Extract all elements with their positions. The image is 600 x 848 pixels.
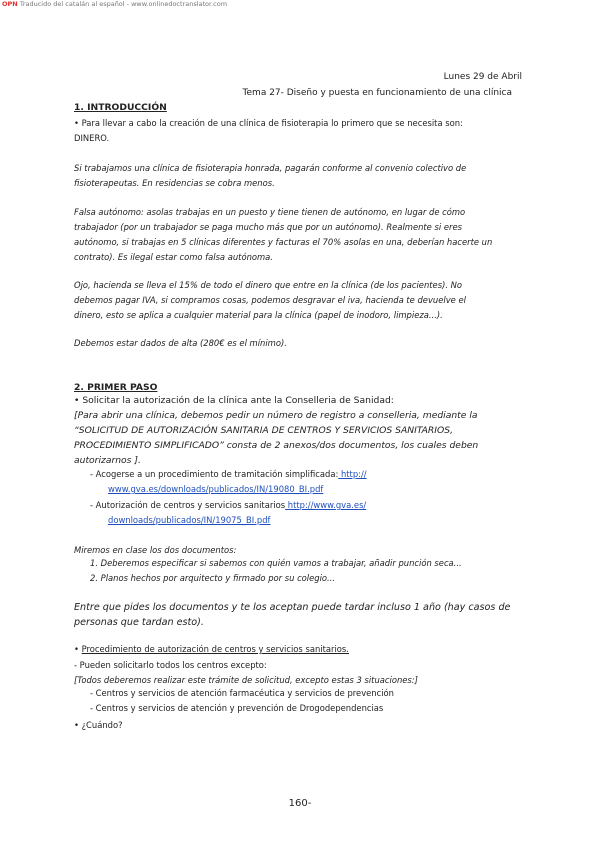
health-authorization-link[interactable]: http://www.gva.es/ — [285, 500, 367, 510]
authorization-bullet: • Solicitar la autorización de la clínica ante la Conselleria de Sanidad: — [74, 395, 394, 406]
section2-heading: 2. PRIMER PASO — [74, 382, 158, 393]
health-authorization-link-cont[interactable]: downloads/publicados/IN/19075_BI.pdf — [108, 515, 271, 525]
procedure-bullet: • — [74, 644, 79, 654]
document-item-2: 2. Planos hechos por arquitecto y firmado por su colegio... — [90, 573, 336, 583]
topic-line: Tema 27- Diseño y puesta en funcionamiento de una clínica — [242, 88, 512, 98]
health-authorization-item — [90, 500, 366, 510]
procedure-title: Procedimiento de autorización de centros y servicios sanitarios. — [81, 644, 349, 654]
false-autonomous-line-4: contrato). Es ilegal estar como falsa autónoma. — [74, 252, 273, 262]
exception-item-1: - Centros y servicios de atención farmacéutica y servicios de prevención — [90, 688, 394, 698]
exception-intro: - Pueden solicitarlo todos los centros excepto: — [74, 660, 267, 670]
page-number: 160- — [288, 798, 312, 809]
exception-item-2: - Centros y servicios de atención y prevención de Drogodependencias — [90, 703, 384, 713]
false-autonomous-line-1: Falsa autónomo: asolas trabajas en un puesto y tiene tienen de autónomo, en lugar de cómo — [74, 207, 466, 217]
waiting-time-line-1: Entre que pides los documentos y te los aceptan puede tardar incluso 1 año (hay casos de — [74, 602, 511, 613]
registry-line-1: [Para abrir una clínica, debemos pedir un número de registro a conselleria, mediante la — [74, 410, 478, 421]
tax-line-1: Ojo, hacienda se lleva el 15% de todo el dinero que entre en la clínica (de los pacientes). No — [74, 280, 463, 290]
simplified-procedure-link[interactable]: http:// — [338, 469, 367, 479]
registration-note: Debemos estar dados de alta (280€ es el mínimo). — [74, 338, 287, 348]
salary-line-1: Si trabajamos una clínica de fisioterapia honrada, pagarán conforme al convenio colectivo de — [74, 163, 467, 173]
simplified-procedure-link-cont[interactable]: www.gva.es/downloads/publicados/IN/19080_BI.pdf — [108, 484, 324, 494]
date-line: Lunes 29 de Abril — [443, 72, 522, 82]
tax-line-2: debemos pagar IVA, si compramos cosas, podemos desgravar el iva, hacienda te devuelve el — [74, 295, 466, 305]
simplified-procedure-item — [90, 469, 367, 479]
intro-line-1: • Para llevar a cabo la creación de una clínica de fisioterapia lo primero que se necesita son: — [74, 118, 463, 128]
registry-line-4: autorizarnos ]. — [74, 455, 141, 466]
when-question: • ¿Cuándo? — [74, 720, 123, 730]
registry-line-3: PROCEDIMIENTO SIMPLIFICADO” consta de 2 anexos/dos documentos, los cuales deben — [74, 440, 479, 451]
documents-intro: Miremos en clase los dos documentos: — [74, 545, 237, 555]
section1-heading: 1. INTRODUCCIÓN — [74, 102, 167, 113]
translator-banner-text: Traducido del catalán al español - www.onlinedoctranslator.com — [19, 0, 228, 8]
translator-banner — [2, 0, 227, 8]
false-autonomous-line-3: autónomo, si trabajas en 5 clínicas diferentes y facturas el 70% asolas en una, deberían hacerte un — [74, 237, 493, 247]
exception-note: [Todos deberemos realizar este trámite de solicitud, excepto estas 3 situaciones:] — [74, 675, 418, 685]
procedure-heading — [74, 644, 349, 654]
tax-line-3: dinero, esto se aplica a cualquier material para la clínica (papel de inodoro, limpieza...). — [74, 310, 443, 320]
false-autonomous-line-2: trabajador (por un trabajador se paga mucho más que por un autónomo). Realmente si eres — [74, 222, 462, 232]
document-item-1: 1. Deberemos especificar si sabemos con quién vamos a trabajar, añadir punción seca... — [90, 558, 462, 568]
health-authorization-text: - Autorización de centros y servicios sanitarios — [90, 500, 286, 510]
registry-line-2: “SOLICITUD DE AUTORIZACIÓN SANITARIA DE CENTROS Y SERVICIOS SANITARIOS, — [74, 425, 453, 436]
translator-logo: OPN — [2, 0, 18, 8]
simplified-procedure-text: - Acogerse a un procedimiento de tramitación simplificada: — [90, 469, 339, 479]
intro-line-2: DINERO. — [74, 133, 110, 143]
salary-line-2: fisioterapeutas. En residencias se cobra menos. — [74, 178, 275, 188]
waiting-time-line-2: personas que tardan esto). — [74, 617, 204, 628]
